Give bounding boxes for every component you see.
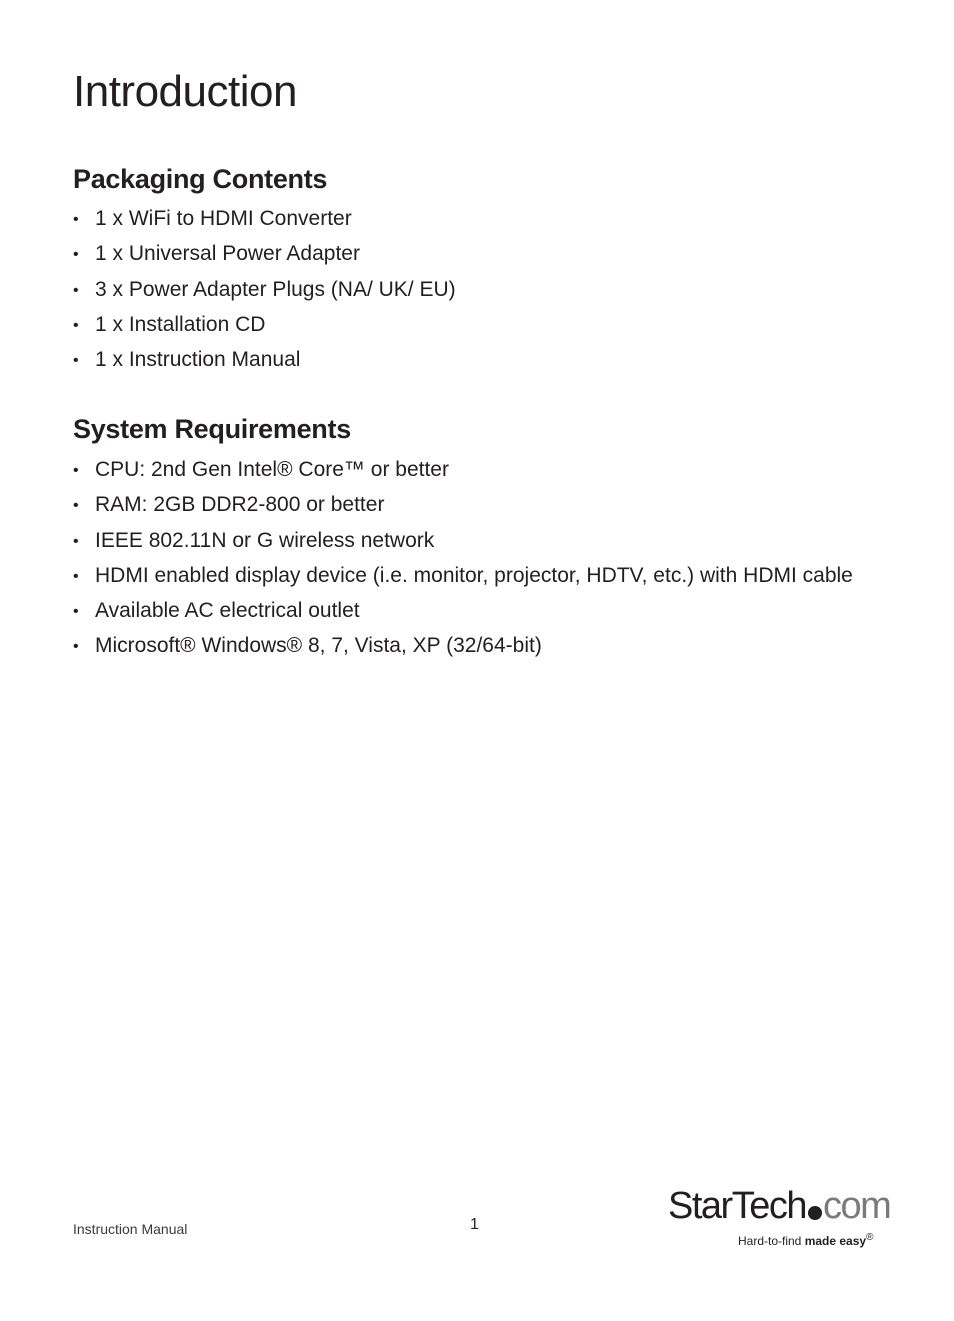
system-requirements-list bbox=[73, 456, 853, 668]
list-item: • HDMI enabled display device (i.e. monitor, projector, HDTV, etc.) with HDMI cable bbox=[73, 562, 853, 597]
list-item: • CPU: 2nd Gen Intel® Core™ or better bbox=[73, 456, 853, 491]
list-item: • 1 x Universal Power Adapter bbox=[73, 240, 456, 275]
bullet-icon: • bbox=[73, 316, 79, 334]
page-number: 1 bbox=[470, 1216, 479, 1233]
bullet-icon: • bbox=[73, 497, 79, 515]
bullet-icon: • bbox=[73, 352, 79, 370]
startech-logo bbox=[668, 1184, 891, 1254]
list-item: • 1 x WiFi to HDMI Converter bbox=[73, 205, 456, 240]
bullet-icon: • bbox=[73, 281, 79, 299]
bullet-icon: • bbox=[73, 246, 79, 264]
footer-document-title: Instruction Manual bbox=[73, 1221, 188, 1237]
bullet-icon: • bbox=[73, 603, 79, 621]
packaging-contents-list bbox=[73, 205, 456, 381]
bullet-icon: • bbox=[73, 532, 79, 550]
list-item: • Microsoft® Windows® 8, 7, Vista, XP (32/64-bit) bbox=[73, 632, 853, 667]
list-item: • 3 x Power Adapter Plugs (NA/ UK/ EU) bbox=[73, 276, 456, 311]
list-item: • 1 x Instruction Manual bbox=[73, 346, 456, 381]
bullet-icon: • bbox=[73, 211, 79, 228]
system-requirements-heading: System Requirements bbox=[73, 414, 351, 444]
bullet-icon: • bbox=[73, 462, 79, 479]
logo-tagline: Hard-to-find made easy® bbox=[738, 1232, 874, 1248]
bullet-icon: • bbox=[73, 567, 79, 585]
list-item: • Available AC electrical outlet bbox=[73, 597, 853, 632]
list-item: • 1 x Installation CD bbox=[73, 311, 456, 346]
page-title: Introduction bbox=[73, 67, 297, 116]
list-item: • RAM: 2GB DDR2-800 or better bbox=[73, 491, 853, 526]
logo-wordmark: StarTech com bbox=[668, 1185, 891, 1227]
packaging-contents-heading: Packaging Contents bbox=[73, 164, 328, 194]
logo-dot-icon bbox=[808, 1206, 822, 1220]
bullet-icon: • bbox=[73, 638, 79, 656]
list-item: • IEEE 802.11N or G wireless network bbox=[73, 527, 853, 562]
